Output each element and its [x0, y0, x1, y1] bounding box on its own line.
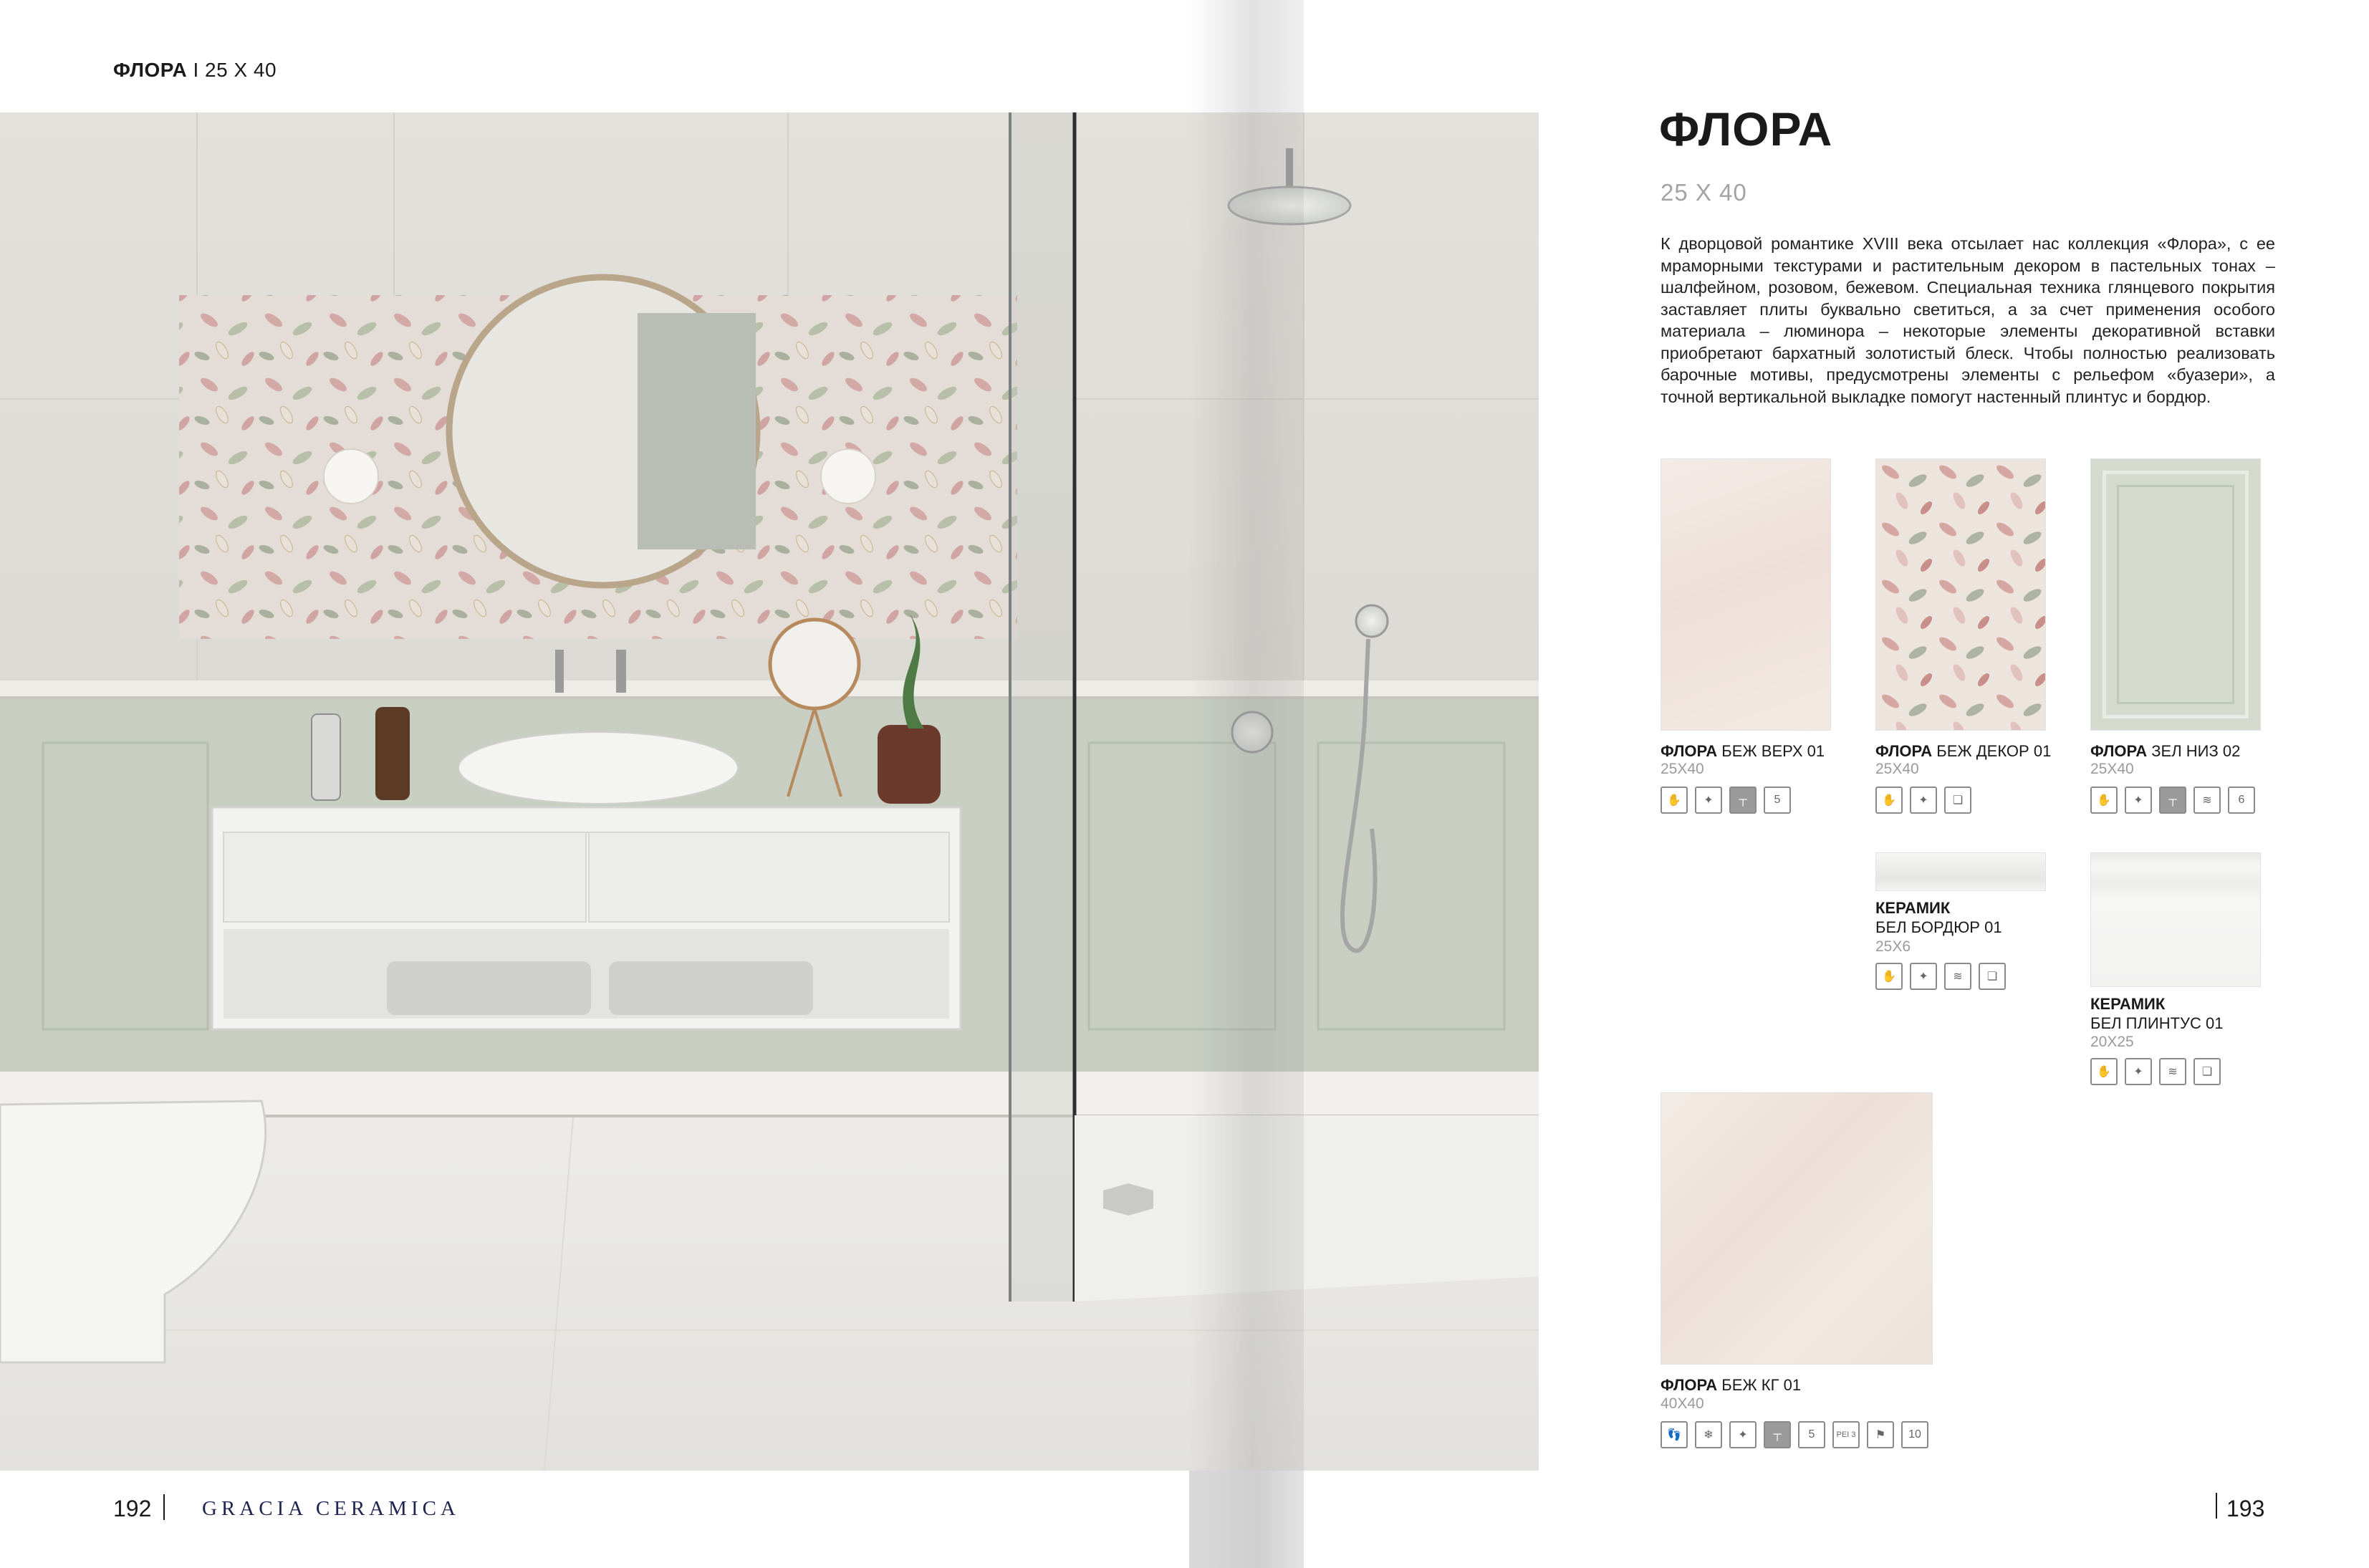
sparkle-icon: ✦ — [1910, 963, 1937, 990]
product-name: БЕЖ ВЕРХ 01 — [1721, 742, 1825, 760]
grade-6-icon: 6 — [2228, 787, 2255, 814]
wall-icon: ┬ — [1764, 1421, 1791, 1448]
frost-icon: ❄ — [1695, 1421, 1722, 1448]
footer-divider-left — [163, 1494, 165, 1520]
collection-title: ФЛОРА — [1659, 102, 1833, 155]
product-image-beige-decor — [1875, 458, 2046, 731]
grade-10-icon: 10 — [1901, 1421, 1928, 1448]
sparkle-icon: ✦ — [1695, 787, 1722, 814]
product-brand: ФЛОРА — [1661, 742, 1718, 760]
bathroom-photo — [0, 112, 1539, 1471]
brand-name: GRACIA CERAMICA — [202, 1497, 460, 1520]
product-icons — [2090, 787, 2255, 814]
product-label — [1661, 741, 1825, 761]
product-name: БЕЛ ПЛИНТУС 01 — [2090, 1014, 2224, 1032]
collection-size: 25 X 40 — [1661, 179, 1747, 206]
sparkle-icon: ✦ — [2125, 1058, 2152, 1085]
sparkle-icon: ✦ — [2125, 787, 2152, 814]
page-gutter — [1189, 0, 1304, 1568]
wave-icon: ≋ — [2159, 1058, 2186, 1085]
product-icons — [2090, 1058, 2221, 1085]
product-brand: ФЛОРА — [1875, 742, 1933, 760]
wave-icon: ≋ — [2193, 787, 2221, 814]
product-brand: ФЛОРА — [1661, 1376, 1718, 1394]
product-icons — [1661, 1421, 1928, 1448]
hand-icon: ✋ — [2090, 1058, 2118, 1085]
care-icon: ❏ — [2193, 1058, 2221, 1085]
right-page-number: 193 — [2226, 1496, 2265, 1521]
product-size: 25X40 — [1661, 761, 1704, 777]
page-gutter-lower — [1189, 1471, 1304, 1568]
pei-3-icon: PEI 3 — [1832, 1421, 1860, 1448]
product-size: 40X40 — [1661, 1395, 1704, 1412]
product-brand: КЕРАМИК — [2090, 995, 2166, 1013]
left-page-number: 192 — [113, 1496, 152, 1521]
leaf-pattern — [1876, 459, 2045, 730]
collection-description: К дворцовой романтике XVIII века отсылает нас коллекция «Флора», с ее мраморными текстурами и растительным декором в пастельных тонах – шалфейном, розовом, бежевом. Специальная техника глянцевого покрытия заставляет плиты буквально светиться, а за счет применения особого материала – люминора – некоторые элементы декоративной вставки приобретают бархатный золотистый блеск. Чтобы полностью реализовать барочные мотивы, предусмотрены элементы с рельефом «буазери», а точной вертикальной выкладке помогут настенный плинтус и бордюр. — [1661, 234, 2275, 406]
product-image-beige-top — [1661, 458, 1831, 731]
product-image-green-bottom — [2090, 458, 2261, 731]
page-header — [113, 59, 277, 82]
product-image-skirting — [2090, 852, 2261, 987]
grade-5-icon: 5 — [1764, 787, 1791, 814]
care-icon: ❏ — [1979, 963, 2006, 990]
slip-icon: ⚑ — [1867, 1421, 1894, 1448]
grade-5-icon: 5 — [1798, 1421, 1825, 1448]
product-size: 25X40 — [1875, 761, 1919, 777]
product-label — [1875, 898, 2002, 937]
wall-icon: ┬ — [1729, 787, 1757, 814]
product-image-beige-floor — [1661, 1092, 1933, 1365]
product-name: ЗЕЛ НИЗ 02 — [2151, 742, 2241, 760]
header-title: ФЛОРА — [113, 59, 188, 81]
wave-icon: ≋ — [1944, 963, 1971, 990]
product-brand: КЕРАМИК — [1875, 899, 1951, 917]
hand-icon: ✋ — [1875, 963, 1903, 990]
foot-icon: 👣 — [1661, 1421, 1688, 1448]
bathroom-illustration — [0, 112, 1539, 1471]
care-icon: ❏ — [1944, 787, 1971, 814]
product-size: 25X40 — [2090, 761, 2134, 777]
product-name: БЕЖ КГ 01 — [1721, 1376, 1802, 1394]
hand-icon: ✋ — [2090, 787, 2118, 814]
header-separator: I — [187, 59, 206, 81]
product-label — [1661, 1375, 1801, 1395]
footer-divider-right — [2216, 1493, 2217, 1519]
hand-icon: ✋ — [1875, 787, 1903, 814]
product-size: 25X6 — [1875, 938, 1911, 955]
product-name: БЕЖ ДЕКОР 01 — [1936, 742, 2052, 760]
product-icons — [1875, 963, 2006, 990]
product-label — [2090, 741, 2240, 761]
frame-inner — [2117, 485, 2234, 704]
header-size: 25 X 40 — [205, 59, 277, 81]
product-label — [1875, 741, 2051, 761]
wall-icon: ┬ — [2159, 787, 2186, 814]
product-brand: ФЛОРА — [2090, 742, 2148, 760]
product-icons — [1875, 787, 1971, 814]
sparkle-icon: ✦ — [1729, 1421, 1757, 1448]
product-image-border — [1875, 852, 2046, 891]
product-icons — [1661, 787, 1791, 814]
product-name: БЕЛ БОРДЮР 01 — [1875, 918, 2002, 936]
hand-icon: ✋ — [1661, 787, 1688, 814]
product-size: 20X25 — [2090, 1034, 2134, 1050]
sparkle-icon: ✦ — [1910, 787, 1937, 814]
product-label — [2090, 994, 2224, 1033]
